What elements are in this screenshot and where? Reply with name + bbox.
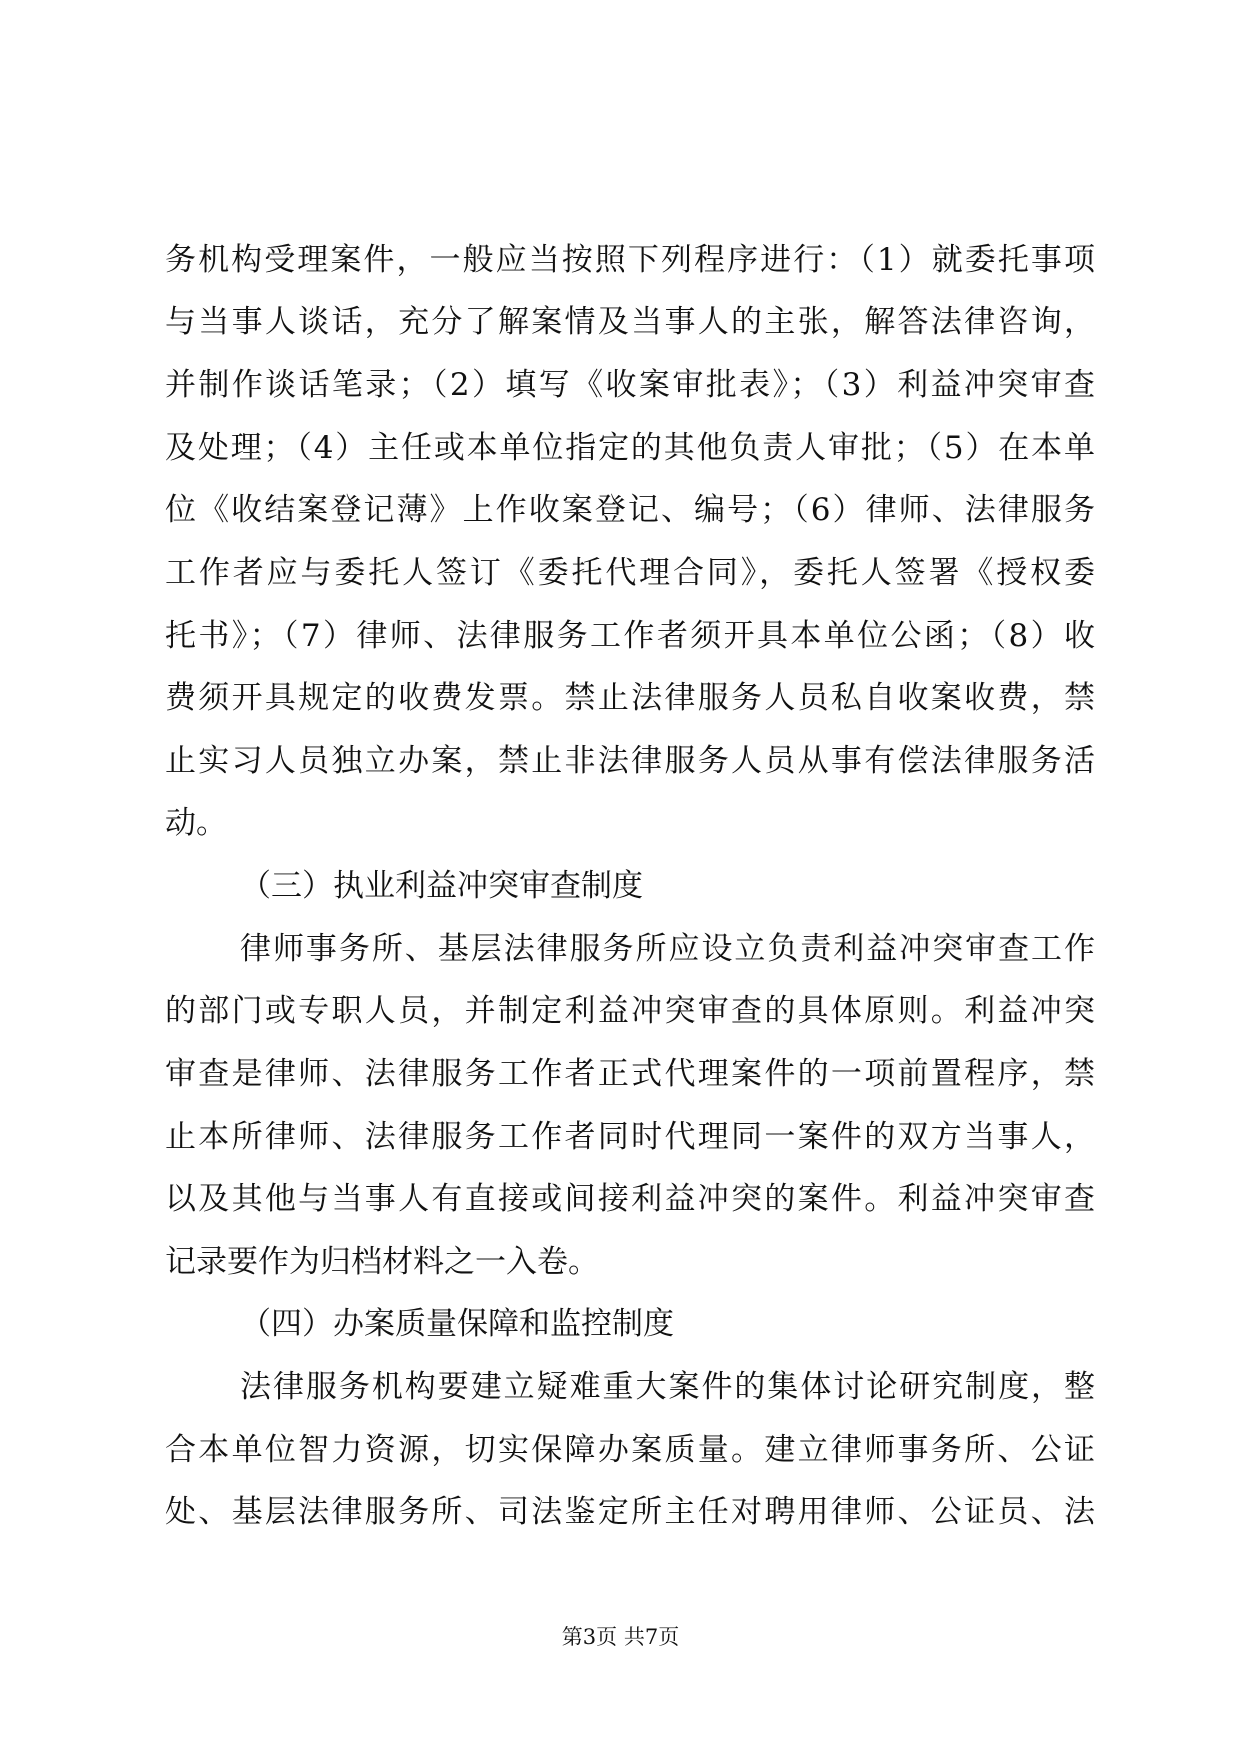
- section-heading: （三）执业利益冲突审查制度: [240, 868, 643, 904]
- text-line: 并制作谈话笔录；（2）填写《收案审批表》；（3）利益冲突审查: [165, 367, 1095, 403]
- text-line: 律师事务所、基层法律服务所应设立负责利益冲突审查工作: [240, 931, 1095, 967]
- text-line: 法律服务机构要建立疑难重大案件的集体讨论研究制度，整: [240, 1369, 1095, 1405]
- text-line: 费须开具规定的收费发票。禁止法律服务人员私自收案收费，禁: [165, 680, 1095, 716]
- section-heading: （四）办案质量保障和监控制度: [240, 1306, 674, 1342]
- text-line: 合本单位智力资源，切实保障办案质量。建立律师事务所、公证: [165, 1432, 1095, 1468]
- text-line: 位《收结案登记薄》上作收案登记、编号；（6）律师、法律服务: [165, 492, 1095, 528]
- text-line: 的部门或专职人员，并制定利益冲突审查的具体原则。利益冲突: [165, 993, 1095, 1029]
- text-line: 工作者应与委托人签订《委托代理合同》，委托人签署《授权委: [165, 555, 1095, 591]
- text-line: 与当事人谈话，充分了解案情及当事人的主张，解答法律咨询，: [165, 304, 1095, 340]
- page-number: 第3页 共7页: [561, 1625, 680, 1649]
- text-line: 动。: [165, 805, 227, 841]
- text-line: 处、基层法律服务所、司法鉴定所主任对聘用律师、公证员、法: [165, 1494, 1095, 1530]
- text-line: 止实习人员独立办案，禁止非法律服务人员从事有偿法律服务活: [165, 743, 1095, 779]
- text-line: 止本所律师、法律服务工作者同时代理同一案件的双方当事人，: [165, 1119, 1095, 1155]
- text-line: 及处理；（4）主任或本单位指定的其他负责人审批；（5）在本单: [165, 430, 1095, 466]
- text-line: 托书》；（7）律师、法律服务工作者须开具本单位公函；（8）收: [165, 618, 1095, 654]
- text-line: 以及其他与当事人有直接或间接利益冲突的案件。利益冲突审查: [165, 1181, 1095, 1217]
- text-line: 审查是律师、法律服务工作者正式代理案件的一项前置程序，禁: [165, 1056, 1095, 1092]
- text-line: 记录要作为归档材料之一入卷。: [165, 1244, 599, 1280]
- text-line: 务机构受理案件，一般应当按照下列程序进行：（1）就委托事项: [165, 242, 1095, 278]
